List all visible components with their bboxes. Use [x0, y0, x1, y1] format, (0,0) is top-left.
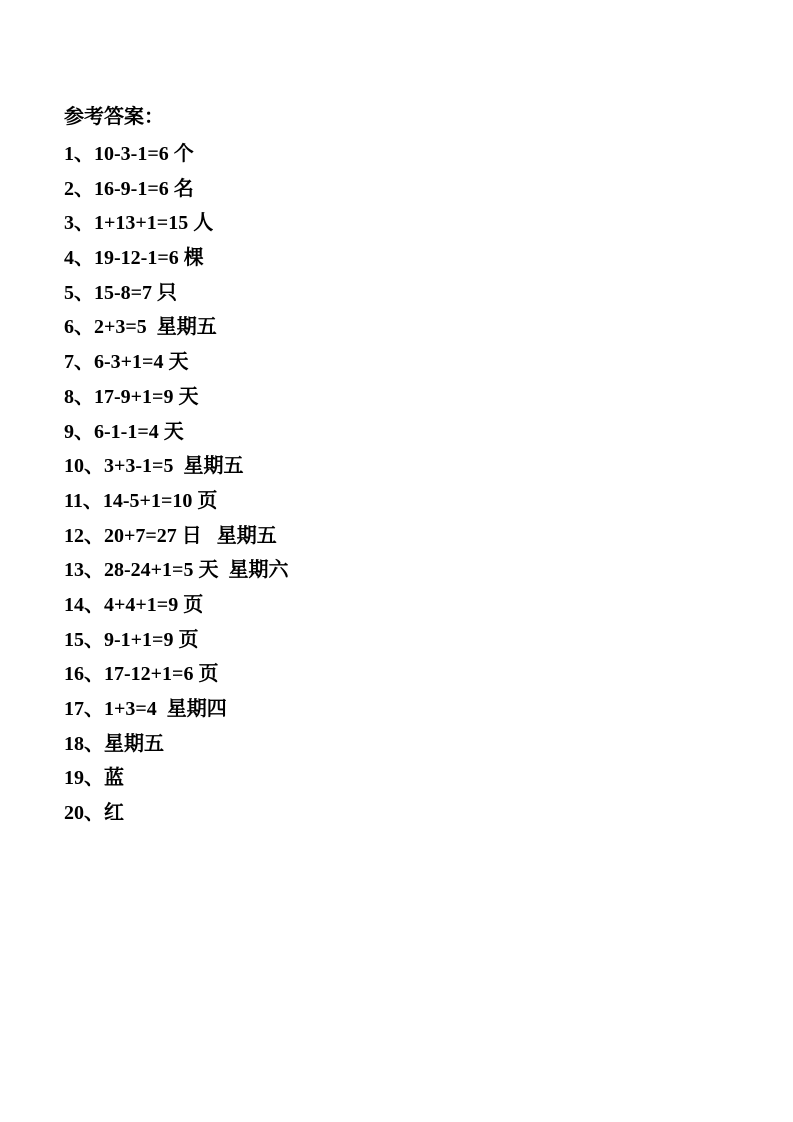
answer-2: 2、16-9-1=6 名 — [64, 177, 194, 200]
answer-sheet — [64, 102, 744, 831]
answer-key-title: 参考答案： — [64, 106, 164, 128]
answer-4: 4、19-12-1=6 棵 — [64, 247, 204, 270]
answer-7: 7、6-3+1=4 天 — [64, 351, 189, 374]
answer-18: 18、星期五 — [64, 732, 164, 755]
answer-list — [64, 137, 744, 831]
answer-17: 17、1+3=4 星期四 — [64, 698, 227, 720]
answer-12: 12、20+7=27 日 星期五 — [64, 524, 277, 547]
answer-8: 8、17-9+1=9 天 — [64, 385, 199, 408]
answer-1: 1、10-3-1=6 个 — [64, 143, 194, 165]
answer-5: 5、15-8=7 只 — [64, 281, 178, 304]
answer-3: 3、1+13+1=15 人 — [64, 212, 214, 235]
answer-20: 20、红 — [64, 802, 124, 825]
answer-10: 10、3+3-1=5 星期五 — [64, 455, 244, 478]
answer-15: 15、9-1+1=9 页 — [64, 628, 199, 651]
answer-14: 14、4+4+1=9 页 — [64, 593, 204, 616]
answer-16: 16、17-12+1=6 页 — [64, 663, 219, 686]
answer-9: 9、6-1-1=4 天 — [64, 420, 184, 443]
answer-6: 6、2+3=5 星期五 — [64, 316, 217, 339]
answer-11: 11、14-5+1=10 页 — [64, 489, 218, 512]
answer-13: 13、28-24+1=5 天 星期六 — [64, 559, 289, 582]
answer-19: 19、蓝 — [64, 767, 124, 790]
